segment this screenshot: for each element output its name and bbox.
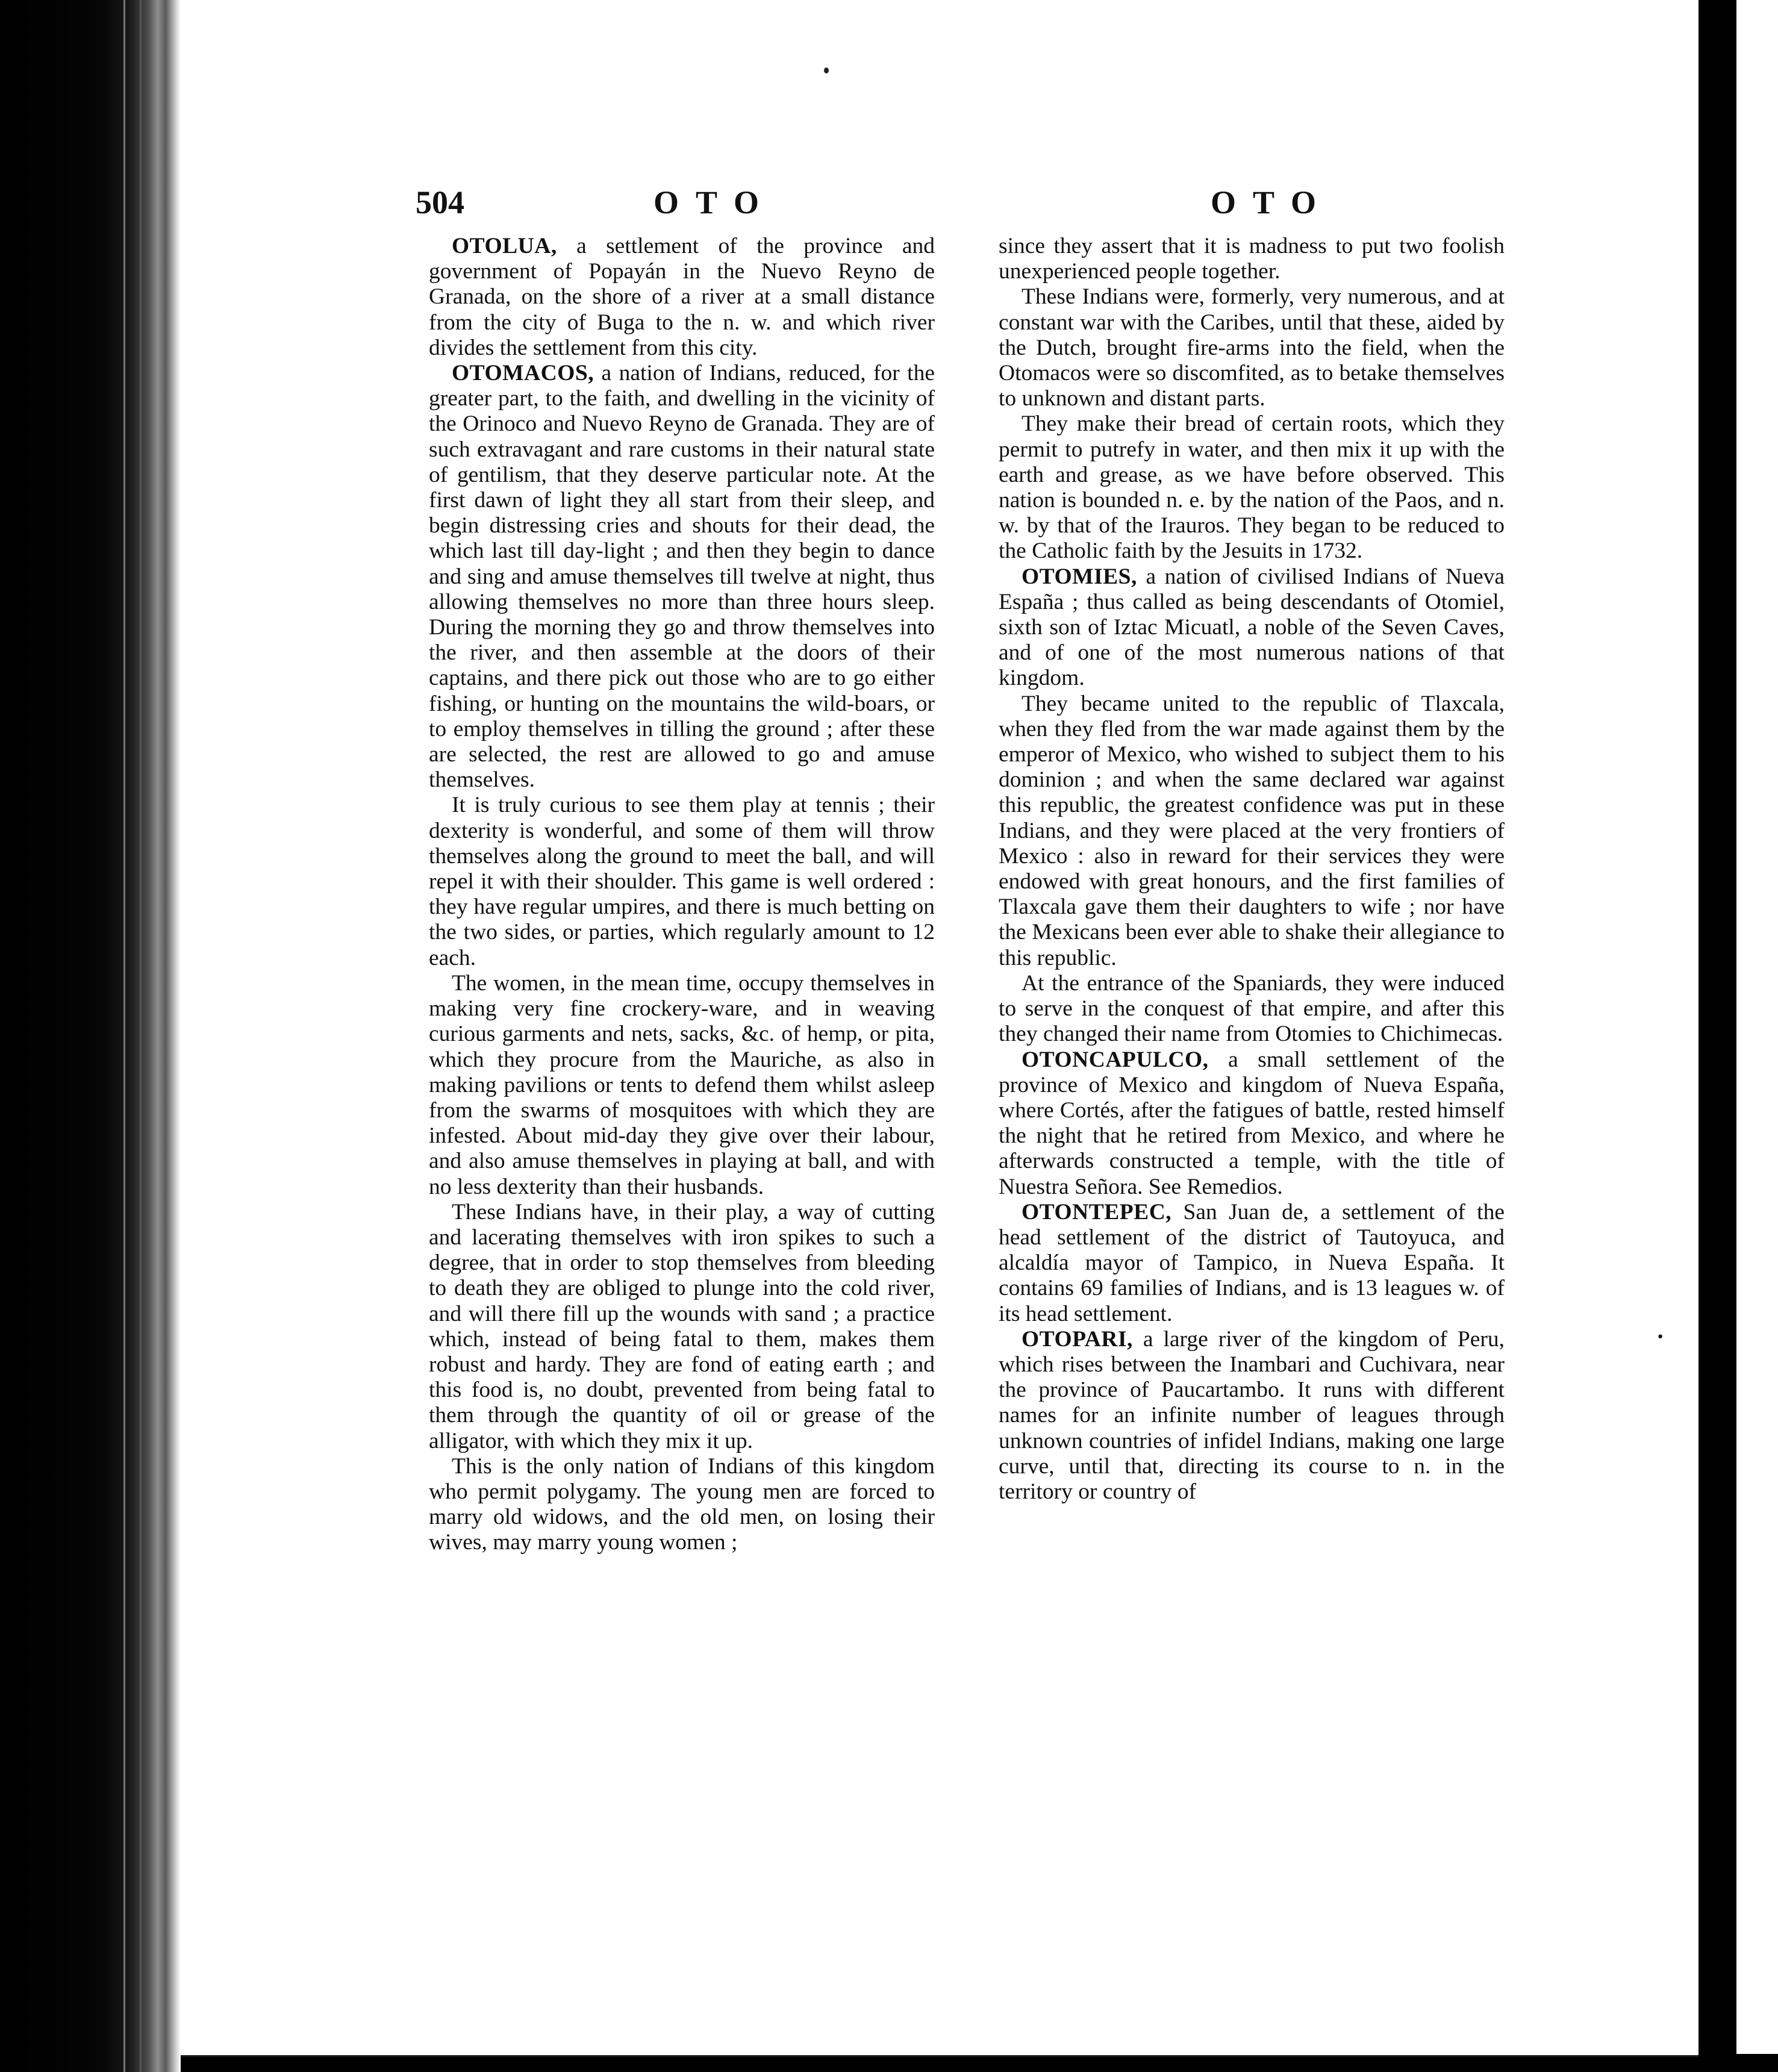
- entry-text: a nation of Indians, reduced, for the greater part, to the faith, and dwelling in the vicinity of the Orinoco and Nuevo Reyno de Granada. They are of such extravagant and rare customs in their natural state of gentilism, that they deserve particular note. At the first dawn of light they all start from their sleep, and begin distressing cries and shouts for their dead, the which last till day-light ; and then they begin to dance and sing and amuse themselves till twelve at night, thus allowing themselves no more than three hours sleep. During the morning they go and throw themselves into the river, and then assemble at the doors of their captains, and there pick out those who are to go either fishing, or hunting on the mountains the wild-boars, or to employ themselves in tilling the ground ; after these are selected, the rest are allowed to go and amuse themselves.: [429, 361, 935, 793]
- body-paragraph: They became united to the republic of Tlaxcala, when they fled from the war made against them by the emperor of Mexico, who wished to subject them to his dominion ; and when the same declared war against this republic, the greatest confidence was put in these Indians, and they were placed at the very frontiers of Mexico : also in reward for their services they were endowed with great honours, and the first families of Tlaxcala gave them their daughters to wife ; nor have the Mexicans been ever able to shake their allegiance to this republic.: [999, 691, 1505, 970]
- entry-text: a settlement of the province and government of Popayán in the Nuevo Reyno de Granada, on the shore of a river at a small distance from the city of Buga to the n. w. and which river divides the settlement from this city.: [429, 234, 935, 360]
- entry-paragraph: [999, 1200, 1505, 1327]
- entry-paragraph: [429, 234, 935, 361]
- entry-paragraph: [999, 1327, 1505, 1505]
- body-paragraph: The women, in the mean time, occupy themselves in making very fine crockery-ware, and in weaving curious garments and nets, sacks, &c. of hemp, or pita, which they procure from the Mauriche, as also in making pavilions or tents to defend them whilst asleep from the swarms of mosquitoes with which they are infested. About mid-day they give over their labour, and also amuse themselves in playing at ball, and with no less dexterity than their husbands.: [429, 970, 935, 1199]
- body-paragraph: It is truly curious to see them play at tennis ; their dexterity is wonderful, and some of them will throw themselves along the ground to meet the ball, and will repel it with their shoulder. This game is well ordered : they have regular umpires, and there is much betting on the two sides, or parties, which regularly amount to 12 each.: [429, 793, 935, 970]
- entry-paragraph: [999, 564, 1505, 691]
- left-running-head: OTO: [653, 184, 776, 220]
- entry-text: San Juan de, a settlement of the head settlement of the district of Tautoyuca, and alcaldía mayor of Tampico, in Nueva España. It contains 69 families of Indians, and is 13 leagues w. of its head settlement.: [999, 1199, 1505, 1326]
- page-number: 504: [416, 184, 464, 220]
- body-paragraph: This is the only nation of Indians of this kingdom who permit polygamy. The young men are forced to marry old widows, and the old men, on losing their wives, may marry young women ;: [429, 1453, 935, 1555]
- speck-mark: [824, 67, 829, 73]
- headword: OTOPARI,: [1022, 1326, 1133, 1352]
- entry-text: a small settlement of the province of Mexico and kingdom of Nueva España, where Cortés, after the fatigues of battle, rested himself the night that he retired from Mexico, and where he afterwards constructed a temple, with the title of Nuestra Señora. See Remedios.: [999, 1047, 1505, 1199]
- binding-streak: [123, 0, 125, 2072]
- adjacent-page-edge: [1720, 0, 1778, 2072]
- binding-streak: [140, 0, 142, 2072]
- entry-text: a nation of civilised Indians of Nueva España ; thus called as being descendants of Otomiel, sixth son of Iztac Micuatl, a noble of the Seven Caves, and of one of the most numerous nations of that kingdom.: [999, 564, 1505, 691]
- body-paragraph: These Indians were, formerly, very numerous, and at constant war with the Caribes, until that these, aided by the Dutch, brought fire-arms into the field, when the Otomacos were so discomfited, as to betake themselves to unknown and distant parts.: [999, 284, 1505, 411]
- right-running-head: OTO: [1211, 184, 1334, 220]
- headword: OTOLUA,: [452, 234, 557, 258]
- entry-text: a large river of the kingdom of Peru, which rises between the Inambari and Cuchivara, near the province of Paucartambo. It runs with different names for an infinite number of leagues through unknown countries of infidel Indians, making one large curve, until that, directing its course to n. in the territory or country of: [999, 1326, 1505, 1504]
- book-binding-edge: [0, 0, 181, 2072]
- body-paragraph: These Indians have, in their play, a way of cutting and lacerating themselves with iron spikes to such a degree, that in order to stop themselves from bleeding to death they are obliged to plunge into the cold river, and will there fill up the wounds with sand ; a practice which, instead of being fatal to them, makes them robust and hardy. They are fond of eating earth ; and this food is, no doubt, prevented from being fatal to them through the quantity of oil or grease of the alligator, with which they mix it up.: [429, 1199, 935, 1453]
- adjacent-page-sheet: [1736, 0, 1778, 2054]
- body-paragraph: At the entrance of the Spaniards, they were induced to serve in the conquest of that empire, and after this they changed their name from Otomies to Chichimecas.: [999, 970, 1505, 1047]
- headword: OTONTEPEC,: [1022, 1199, 1172, 1225]
- entry-paragraph: [429, 361, 935, 793]
- entry-paragraph: [999, 1047, 1505, 1200]
- headword: OTOMACOS,: [452, 361, 594, 386]
- right-column: [999, 234, 1505, 1505]
- margin-mark: ·: [1656, 1323, 1665, 1350]
- running-header: [416, 184, 1560, 226]
- body-paragraph: They make their bread of certain roots, which they permit to putrefy in water, and then mix it up with the earth and grease, as we have before observed. This nation is bounded n. e. by the nation of the Paos, and n. w. by that of the Irauros. They began to be reduced to the Catholic faith by the Jesuits in 1732.: [999, 411, 1505, 564]
- continued-paragraph: since they assert that it is madness to put two foolish unexperienced people together.: [999, 234, 1505, 284]
- headword: OTOMIES,: [1022, 564, 1137, 589]
- headword: OTONCAPULCO,: [1022, 1047, 1209, 1072]
- left-column: [429, 234, 935, 1556]
